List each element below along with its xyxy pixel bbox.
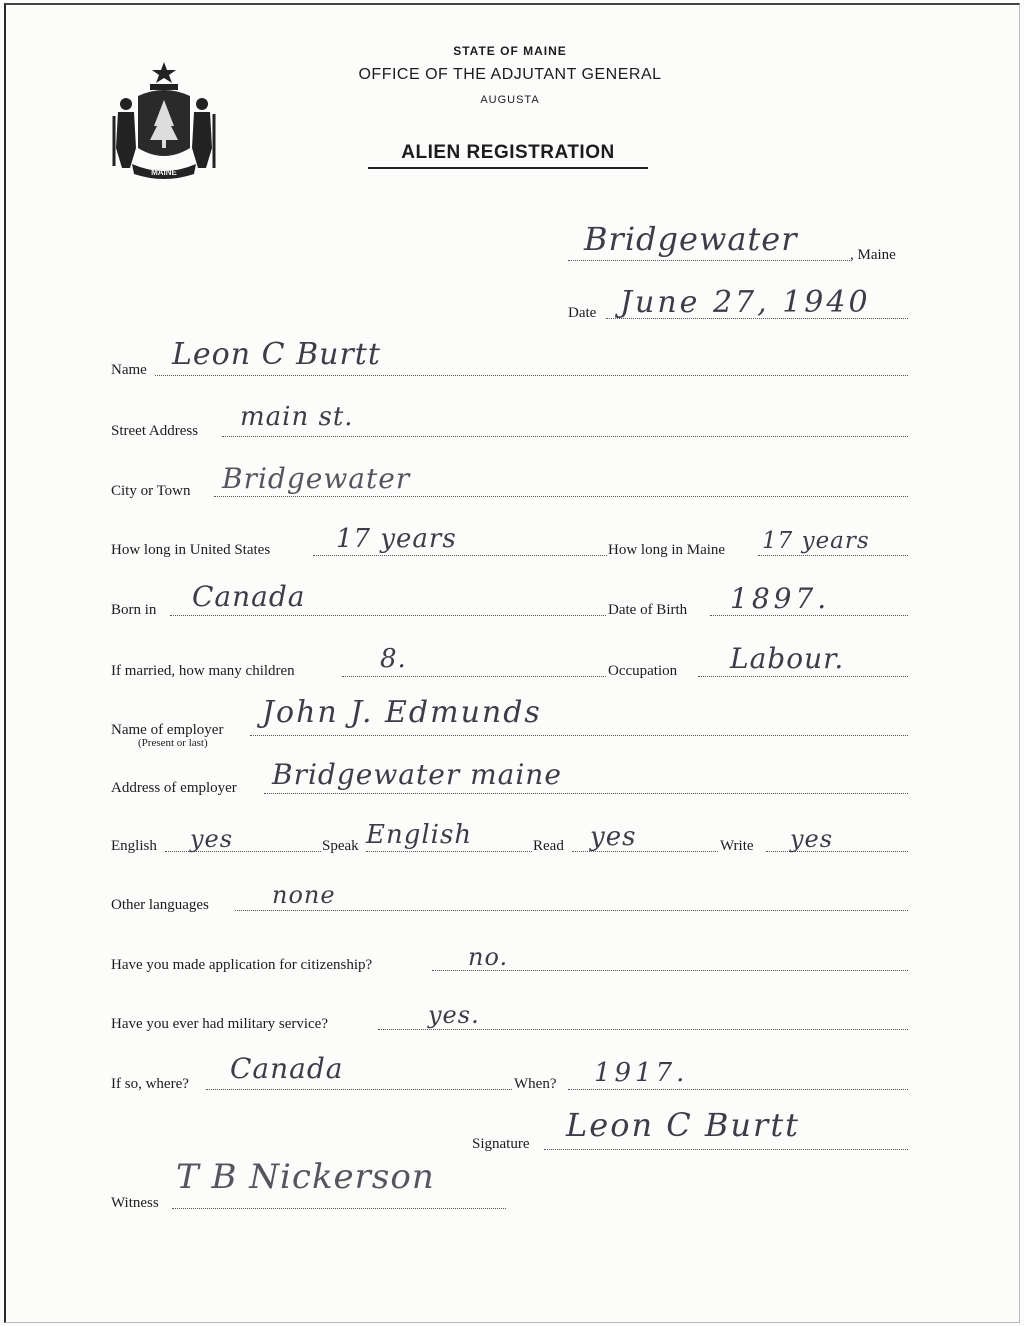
children-line	[342, 675, 606, 677]
date-label: Date	[568, 305, 597, 321]
occupation-label: Occupation	[608, 663, 678, 679]
employer-address-label: Address of employer	[111, 780, 237, 796]
read-value: yes	[590, 822, 637, 852]
name-line	[155, 374, 908, 376]
where-label: If so, where?	[111, 1076, 189, 1092]
form-title: ALIEN REGISTRATION	[368, 142, 648, 169]
maine-duration-label: How long in Maine	[608, 542, 726, 558]
header-state: STATE OF MAINE	[453, 44, 567, 58]
birth-date-value: 1897.	[730, 582, 831, 615]
employer-label: Name of employer	[111, 722, 224, 738]
when-label: When?	[514, 1076, 557, 1092]
children-label: If married, how many children	[111, 663, 295, 679]
us-duration-label: How long in United States	[111, 542, 271, 558]
employer-address-line	[264, 792, 908, 794]
other-languages-label: Other languages	[111, 897, 209, 913]
when-value: 1917.	[594, 1058, 689, 1088]
us-duration-value: 17 years	[336, 524, 457, 554]
military-value: yes.	[428, 1001, 480, 1029]
other-languages-value: none	[272, 881, 336, 909]
maine-label: , Maine	[850, 247, 896, 263]
city-line	[214, 495, 908, 497]
where-line	[206, 1088, 512, 1090]
employer-address-value: Bridgewater maine	[272, 758, 562, 791]
speak-value: English	[366, 820, 473, 850]
name-value: Leon C Burtt	[172, 337, 381, 372]
name-label: Name	[111, 362, 147, 378]
street-label: Street Address	[111, 423, 199, 439]
other-languages-line	[235, 909, 908, 911]
english-label: English	[111, 838, 157, 854]
birth-date-label: Date of Birth	[608, 602, 688, 618]
witness-label: Witness	[111, 1195, 159, 1211]
seal-ribbon-text: MAINE	[151, 168, 177, 177]
town-line	[568, 259, 850, 261]
occupation-line	[698, 675, 908, 677]
town-value: Bridgewater	[584, 220, 798, 258]
speak-label: Speak	[322, 838, 359, 854]
street-value: main st.	[240, 402, 354, 432]
citizenship-label: Have you made application for citizenship?	[111, 957, 373, 973]
us-duration-line	[313, 554, 607, 556]
children-value: 8.	[380, 644, 407, 674]
street-line	[222, 435, 908, 437]
english-value: yes	[190, 825, 234, 853]
military-label: Have you ever had military service?	[111, 1016, 328, 1032]
witness-value: T B Nickerson	[176, 1157, 435, 1197]
signature-line	[544, 1148, 908, 1150]
employer-sublabel: (Present or last)	[138, 737, 208, 749]
born-in-label: Born in	[111, 602, 157, 618]
read-label: Read	[533, 838, 564, 854]
signature-label: Signature	[472, 1136, 530, 1152]
employer-value: John J. Edmunds	[262, 695, 542, 730]
city-value: Bridgewater	[222, 462, 411, 495]
date-value: June 27, 1940	[620, 285, 871, 320]
born-in-line	[170, 614, 606, 616]
write-label: Write	[720, 838, 754, 854]
citizenship-value: no.	[468, 943, 509, 971]
maine-duration-value: 17 years	[762, 528, 870, 554]
witness-line	[172, 1207, 506, 1209]
signature-value: Leon C Burtt	[566, 1106, 801, 1144]
where-value: Canada	[230, 1052, 344, 1085]
write-value: yes	[790, 825, 834, 853]
write-line	[766, 850, 908, 852]
employer-line	[250, 734, 908, 736]
header-city: AUGUSTA	[480, 94, 540, 106]
occupation-value: Labour.	[730, 642, 845, 675]
city-label: City or Town	[111, 483, 191, 499]
speak-line	[366, 850, 532, 852]
born-in-value: Canada	[192, 580, 306, 613]
english-line	[165, 850, 321, 852]
when-line	[568, 1088, 908, 1090]
header-office: OFFICE OF THE ADJUTANT GENERAL	[358, 66, 662, 83]
